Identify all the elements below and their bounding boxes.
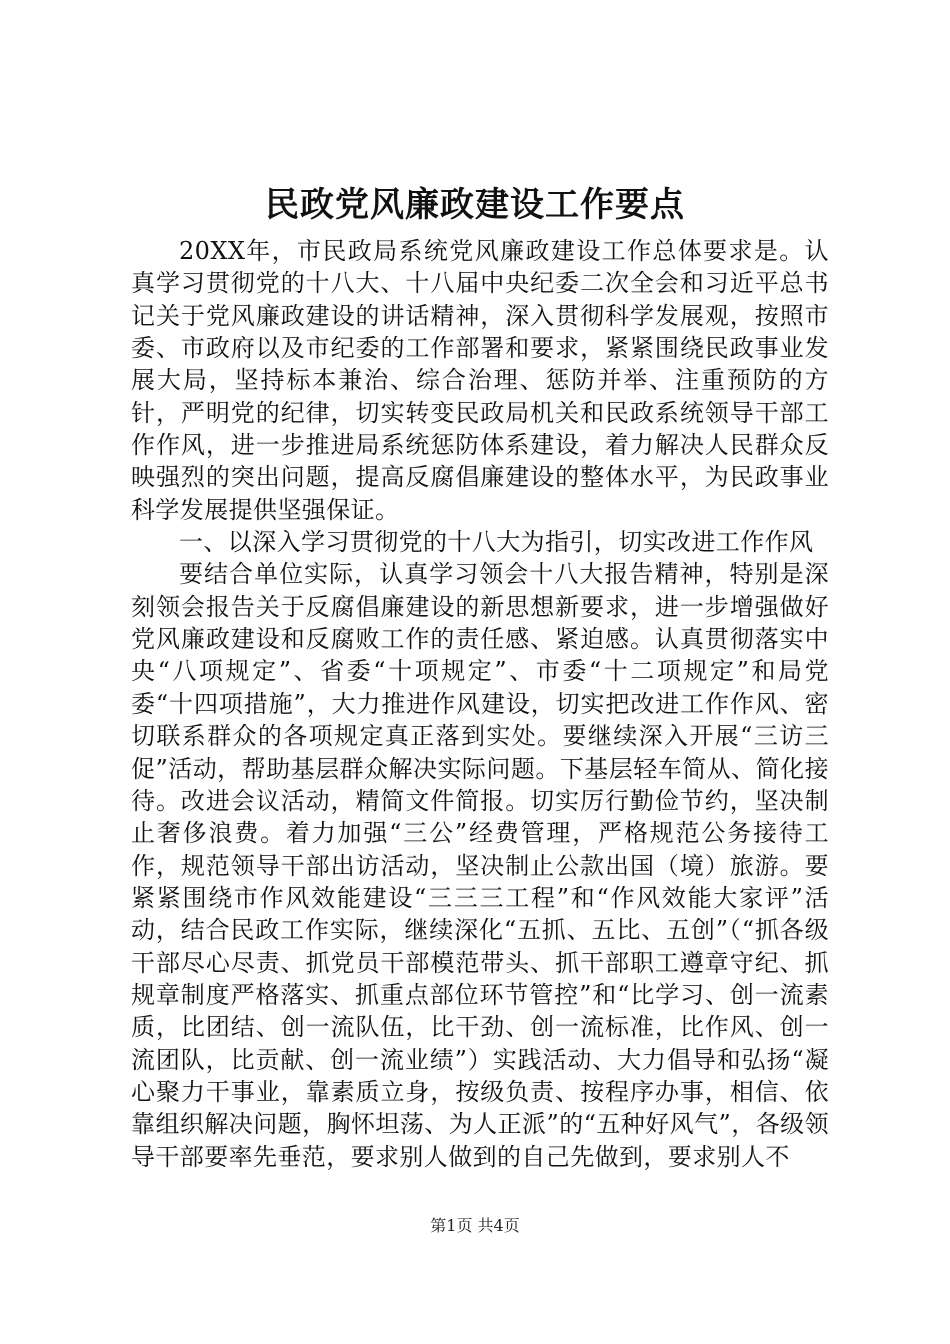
section-heading-1: 一、以深入学习贯彻党的十八大为指引，切实改进工作作风 — [179, 528, 814, 557]
paragraph-intro: 20XX年，市民政局系统党风廉政建设工作总体要求是。认真学习贯彻党的十八大、十八届中央纪委二次全会和习近平总书记关于党风廉政建设的讲话精神，深入贯彻科学发展观，按照市委、市政府以及市纪委的工作部署和要求，紧紧围绕民政事业发展大局，坚持标本兼治、综合治理、惩防并举、注重预防的方针，严明党的纪律，切实转变民政局机关和民政系统领导干部工作作风，进一步推进局系统惩防体系建设，着力解决人民群众反映强烈的突出问题，提高反腐倡廉建设的整体水平，为民政事业科学发展提供坚强保证。 — [131, 237, 829, 524]
paragraph-section-1: 要结合单位实际，认真学习领会十八大报告精神，特别是深刻领会报告关于反腐倡廉建设的新思想新要求，进一步增强做好党风廉政建设和反腐败工作的责任感、紧迫感。认真贯彻落实中央“八项规定”、省委“十项规定”、市委“十二项规定”和局党委“十四项措施”，大力推进作风建设，切实把改进工作作风、密切联系群众的各项规定真正落到实处。要继续深入开展“三访三促”活动，帮助基层群众解决实际问题。下基层轻车简从、简化接待。改进会议活动，精简文件简报。切实厉行勤俭节约，坚决制止奢侈浪费。着力加强“三公”经费管理，严格规范公务接待工作，规范领导干部出访活动，坚决制止公款出国（境）旅游。要紧紧围绕市作风效能建设“三三三工程”和“作风效能大家评”活动，结合民政工作实际，继续深化“五抓、五比、五创”（“抓各级干部尽心尽责、抓党员干部模范带头、抓干部职工遵章守纪、抓规章制度严格落实、抓重点部位环节管控”和“比学习、创一流素质，比团结、创一流队伍，比干劲、创一流标准，比作风、创一流团队，比贡献、创一流业绩”）实践活动、大力倡导和弘扬“凝心聚力干事业，靠素质立身，按级负责、按程序办事，相信、依靠组织解决问题，胸怀坦荡、为人正派”的“五种好风气”，各级领导干部要率先垂范，要求别人做到的自己先做到，要求别人不 — [131, 560, 829, 1171]
page-number-footer: 第1页 共4页 — [430, 1216, 520, 1235]
document-title: 民政党风廉政建设工作要点 — [265, 185, 685, 225]
document-body — [131, 235, 829, 1173]
